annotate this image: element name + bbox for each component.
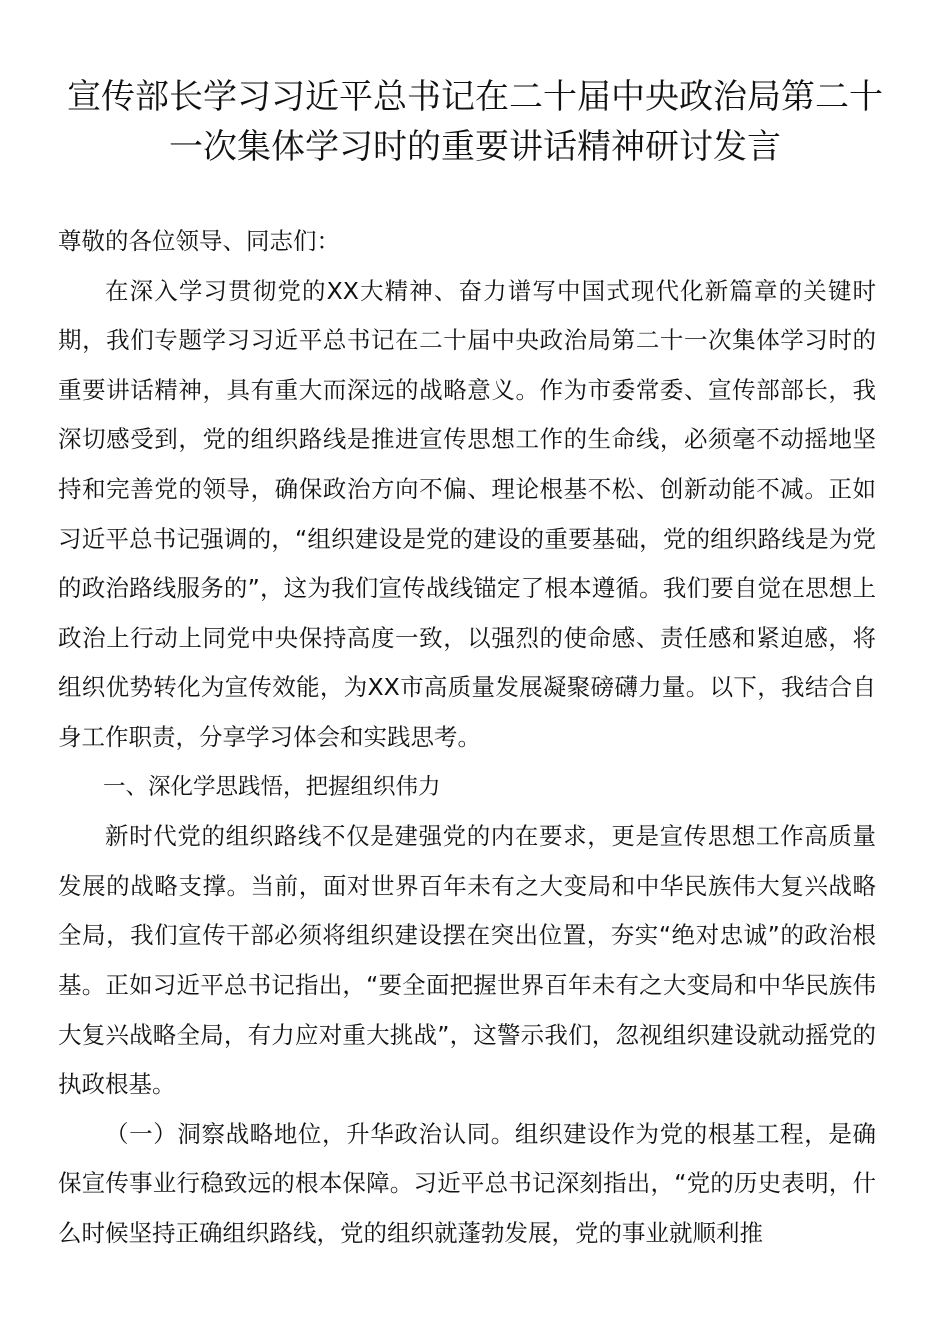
- intro-paragraph: 在深入学习贯彻党的XX大精神、奋力谱写中国式现代化新篇章的关键时期，我们专题学习习近平总书记在二十届中央政治局第二十一次集体学习时的重要讲话精神，具有重大而深远的战略意义。作为市委常委、宣传部部长，我深切感受到，党的组织路线是推进宣传思想工作的生命线，必须毫不动摇地坚持和完善党的领导，确保政治方向不偏、理论根基不松、创新动能不减。正如习近平总书记强调的，“组织建设是党的建设的重要基础，党的组织路线是为党的政治路线服务的”，这为我们宣传战线锚定了根本遵循。我们要自觉在思想上政治上行动上同党中央保持高度一致，以强烈的使命感、责任感和紧迫感，将组织优势转化为宣传效能，为XX市高质量发展凝聚磅礴力量。以下，我结合自身工作职责，分享学习体会和实践思考。: [58, 276, 876, 751]
- section-paragraph: 新时代党的组织路线不仅是建强党的内在要求，更是宣传思想工作高质量发展的战略支撑。当前，面对世界百年未有之大变局和中华民族伟大复兴战略全局，我们宣传干部必须将组织建设摆在突出位置，夯实“绝对忠诚”的政治根基。正如习近平总书记指出，“要全面把握世界百年未有之大变局和中华民族伟大复兴战略全局，有力应对重大挑战”，这警示我们，忽视组织建设就动摇党的执政根基。: [58, 822, 876, 1099]
- document-body: [58, 217, 876, 1258]
- subsection-paragraph: （一）洞察战略地位，升华政治认同。组织建设作为党的根基工程，是确保宣传事业行稳致远的根本保障。习近平总书记深刻指出，“党的历史表明，什么时候坚持正确组织路线，党的组织就蓬勃发展，党的事业就顺利推: [58, 1119, 876, 1247]
- salutation: 尊敬的各位领导、同志们：: [58, 227, 340, 255]
- section-heading: 一、深化学思践悟，把握组织伟力: [103, 773, 441, 800]
- document-title: 宣传部长学习习近平总书记在二十届中央政治局第二十一次集体学习时的重要讲话精神研讨发言: [67, 77, 883, 167]
